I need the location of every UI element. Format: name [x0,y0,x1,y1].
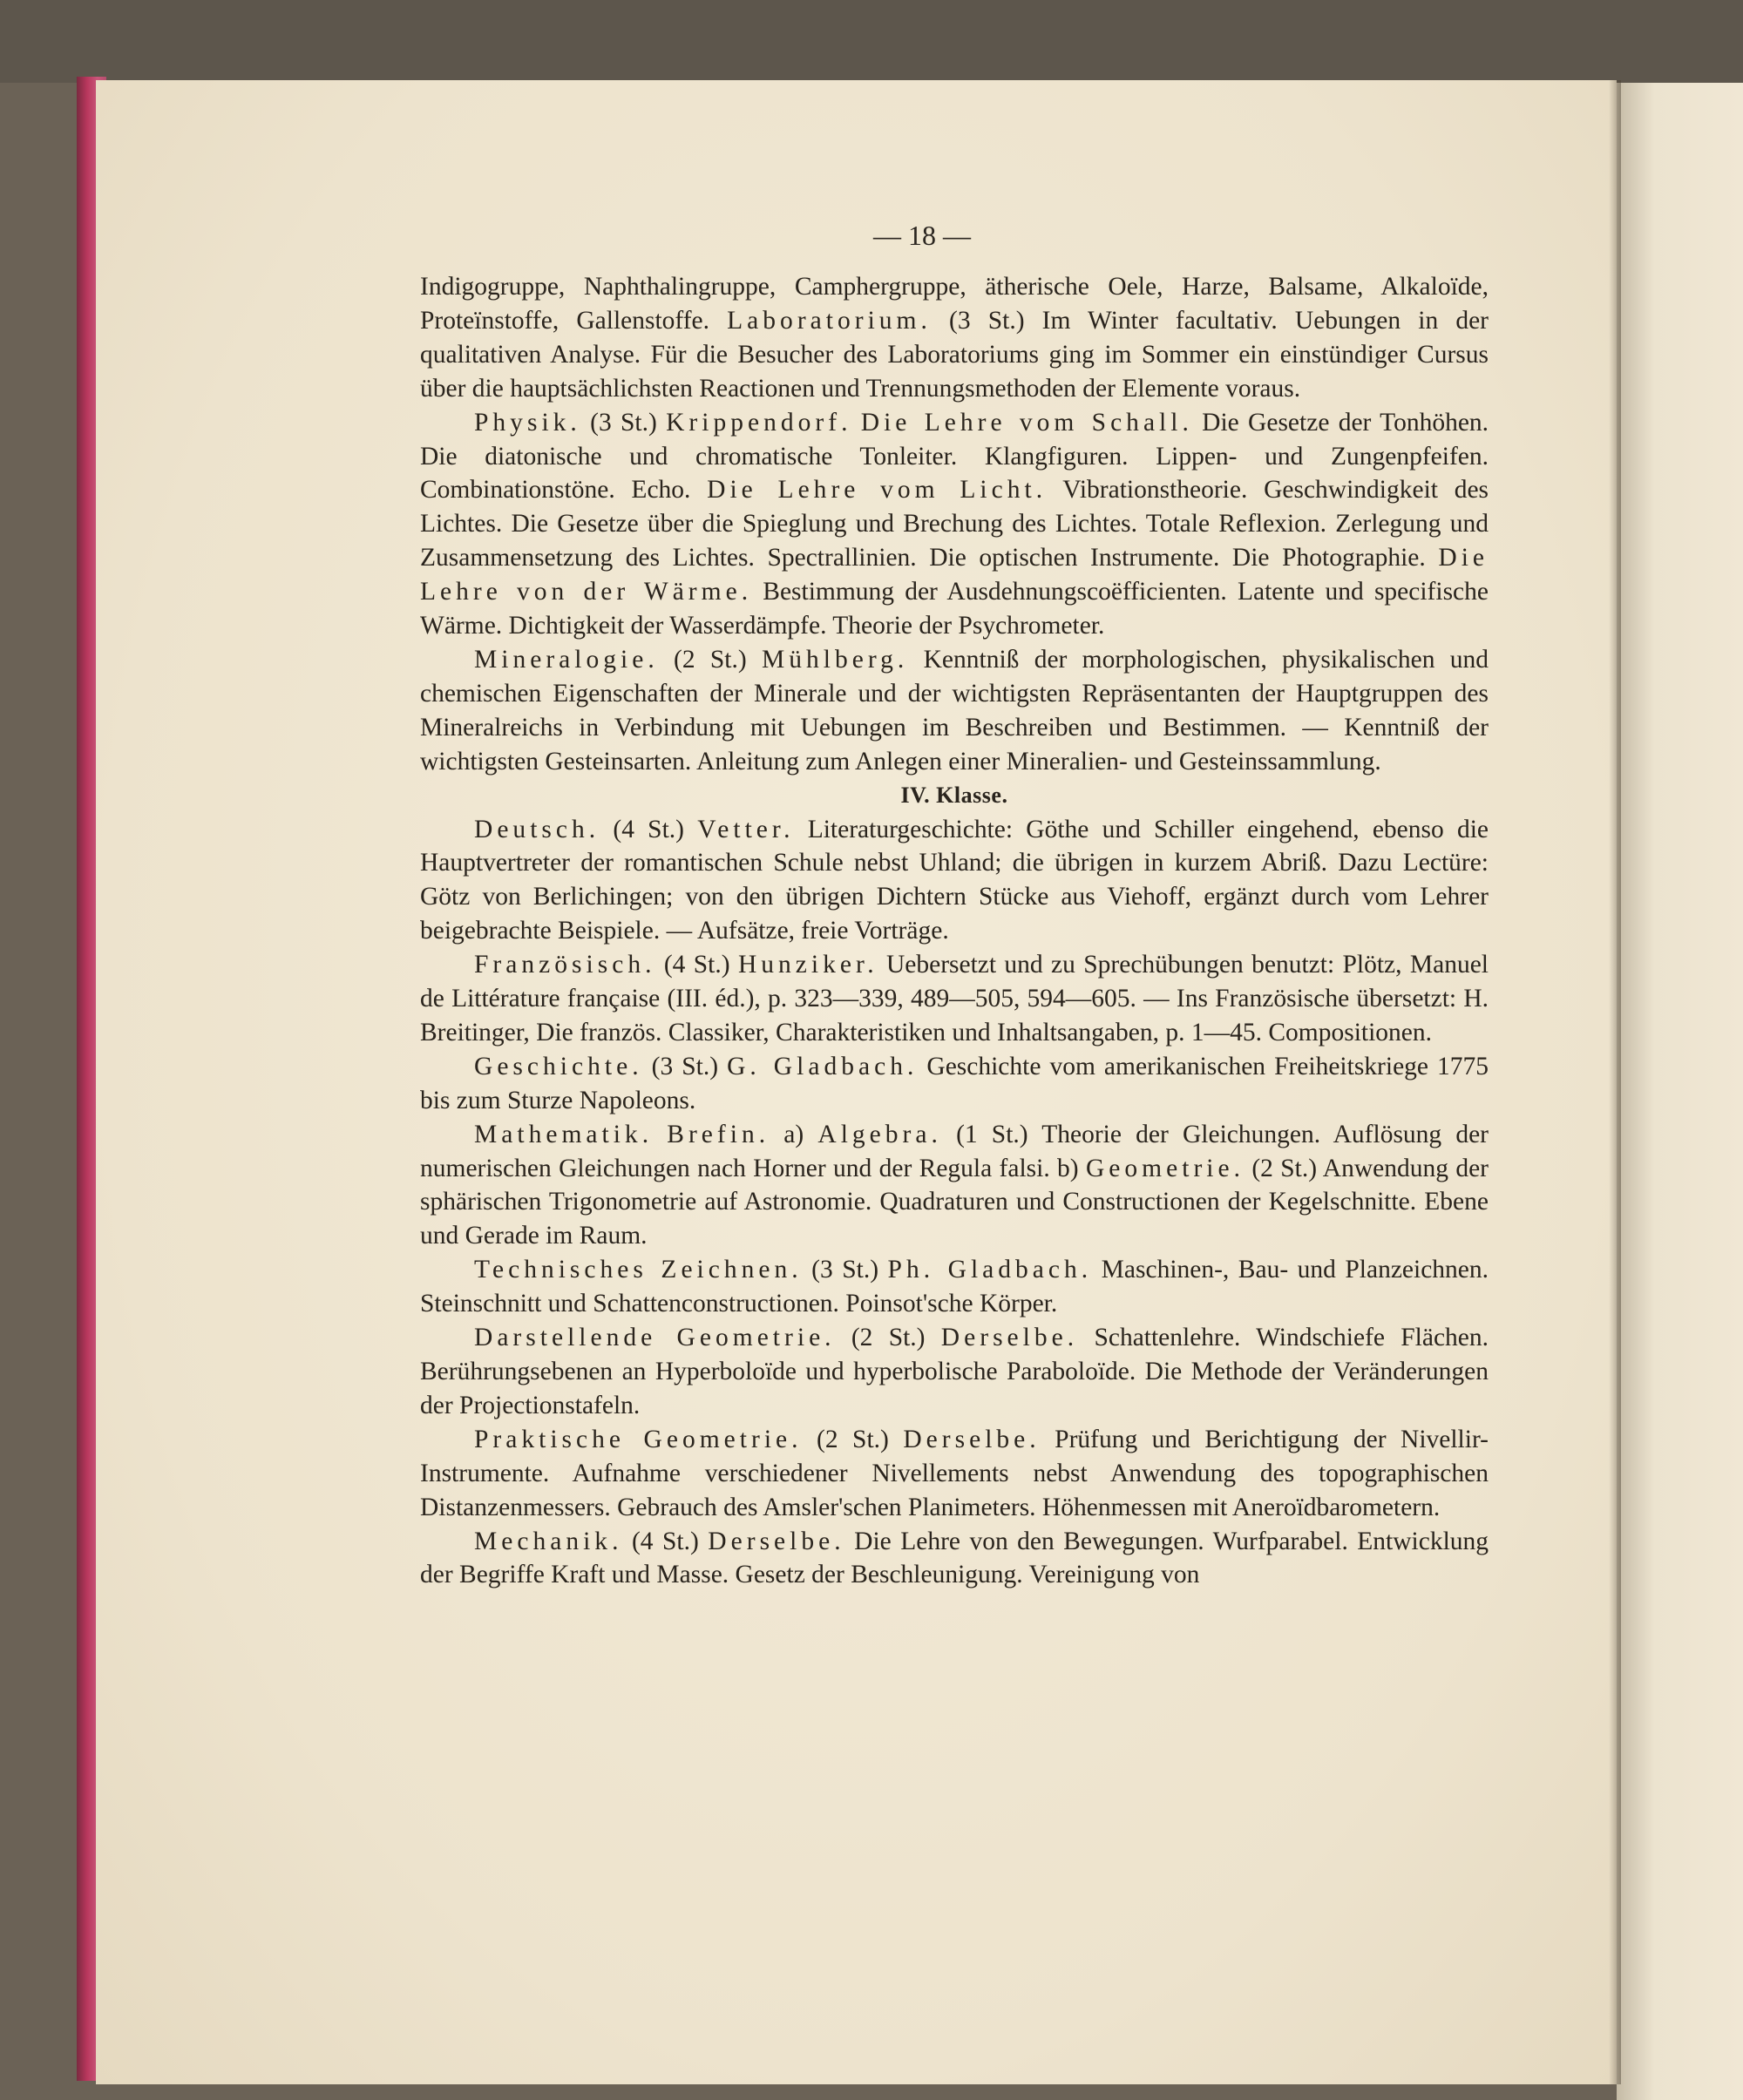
spaced-topic: Die Lehre vom Licht. [707,476,1048,505]
paragraph-physik [420,406,1489,643]
section-heading: IV. Klasse. [900,782,1008,808]
hours: (2 St.) [851,1324,926,1352]
paragraph-mechanik [420,1525,1489,1593]
paragraph-mathematik [420,1118,1489,1254]
teacher-name: Ph. Gladbach. [887,1256,1093,1284]
subject-title: Deutsch. [474,815,600,843]
hours: (2 St.) [817,1425,889,1453]
text-run: Geschichte vom amerikanischen Freiheitskriege 1775 bis zum Sturze Napoleons. [420,1052,1489,1114]
text-run: Die Lehre von den Bewegungen. Wurfparabel. Entwicklung der Begriffe Kraft und Masse. Gesetz der Beschleunigung. Vereinigung von [420,1527,1489,1589]
subject-title: Darstellende Geometrie. [474,1324,836,1352]
text-run: Uebersetzt und zu Sprechübungen benutzt: Plötz, Manuel de Littérature française (III. éd.), p. 323—339, 489—505, 594—605. — Ins Französische übersetzt: H. Breitinger, Die französ. Classiker, Charakteristiken und Inhaltsangaben, p. 1—45. Compositionen. [420,951,1489,1047]
paragraph-franzoesisch [420,948,1489,1050]
text-run: Kenntniß der morphologischen, physikalischen und chemischen Eigenschaften der Minerale und der wichtigsten Repräsentanten der Hauptgruppen des Mineralreichs in Verbindung mit Uebungen im Beschreiben und Bestimmen. — Kenntniß der wichtigsten Gesteinsarten. Anleitung zum Anlegen einer Mineralien- und Gesteinssammlung. [420,645,1489,776]
paragraph-praktische-geometrie [420,1423,1489,1525]
subject-title: Mineralogie. [474,645,659,674]
page-number: — 18 — [873,220,971,251]
hours: (4 St.) [631,1527,699,1555]
subject-title: Französisch. [474,951,656,979]
hours: (4 St.) [613,815,684,843]
hours: (4 St.) [663,951,730,979]
teacher-name: Mühlberg. [762,645,909,674]
text-run: Indigogruppe, Naphthalingruppe, Camphergruppe, ätherische Oele, Harze, Balsame, Alkaloïde, Proteïnstoffe, Gallenstoffe. [420,273,1489,335]
teacher-name: G. Gladbach. [727,1052,919,1080]
scan-background [0,0,1743,83]
hours: (3 St.) [811,1256,879,1284]
subject-title: Mathematik. [474,1120,654,1148]
teacher-name: Brefin. [667,1120,770,1148]
teacher-name: Krippendorf. [666,408,852,437]
hours: (3 St.) [651,1052,719,1080]
teacher-name: Derselbe. [708,1527,845,1555]
adjacent-page-edge [1617,83,1743,2100]
page-fold-shadow [1609,80,1621,2084]
subject-title: Physik. [474,408,581,437]
subject-title: Technisches Zeichnen. [474,1256,803,1284]
teacher-name: Derselbe. [940,1324,1079,1352]
hours: (2 St.) [674,645,747,674]
paragraph-mineralogie [420,643,1489,779]
paragraph-technisches-zeichnen [420,1253,1489,1321]
spaced-topic: Algebra. [817,1120,942,1148]
spaced-topic: Die Lehre vom Schall. [860,408,1193,437]
subject-title: Geschichte. [474,1052,643,1080]
subject-title: Mechanik. [474,1527,623,1555]
text-run: Prüfung und Berichtigung der Nivellir-Instrumente. Aufnahme verschiedener Nivellements nebst Anwendung des topographischen Distanzenmessers. Gebrauch des Amsler'schen Planimeters. Höhenmessen mit Aneroïdbarometern. [420,1425,1489,1521]
spaced-term-laboratorium: Laboratorium. [727,306,932,335]
paragraph-deutsch [420,813,1489,949]
text-run: Schattenlehre. Windschiefe Flächen. Berührungsebenen an Hyperboloïde und hyperbolische Paraboloïde. Die Methode der Veränderungen der Projectionstafeln. [420,1324,1489,1419]
teacher-name: Vetter. [697,815,795,843]
text-run: Vibrationstheorie. Geschwindigkeit des Lichtes. Die Gesetze über die Spieglung und Brechung des Lichtes. Totale Reflexion. Zerlegung und Zusammensetzung des Lichtes. Spectrallinien. Die optischen Instrumente. Die Photographie. [420,476,1489,572]
page-body [420,270,1489,1592]
text-run: Bestimmung der Ausdehnungscoëfficienten. Latente und specifische Wärme. Dichtigkeit der Wasserdämpfe. Theorie der Psychrometer. [420,578,1489,640]
text-run: (1 St.) Theorie der Gleichungen. Auflösung der numerischen Gleichungen nach Horner und der Regula falsi. b) [420,1120,1489,1182]
teacher-name: Derselbe. [903,1425,1041,1453]
spaced-topic: Geometrie. [1085,1154,1245,1182]
subject-title: Praktische Geometrie. [474,1425,803,1453]
paragraph-chemistry-continued [420,270,1489,406]
paragraph-geschichte [420,1050,1489,1118]
text-run: Die Gesetze der Tonhöhen. Die diatonische und chromatische Tonleiter. Klangfiguren. Lippen- und Zungenpfeifen. Combinationstöne. Echo. [420,408,1489,505]
hours: (3 St.) [590,408,657,437]
teacher-name: Hunziker. [737,951,878,979]
text-run: a) [783,1120,804,1148]
text-run: (2 St.) Anwendung der sphärischen Trigonometrie auf Astronomie. Quadraturen und Constructionen der Kegelschnitte. Ebene und Gerade im Raum. [420,1154,1489,1250]
spaced-topic: Die Lehre von der Wärme. [420,544,1489,606]
paragraph-darstellende-geometrie [420,1321,1489,1423]
text-run: (3 St.) Im Winter facultativ. Uebungen in der qualitativen Analyse. Für die Besucher des Laboratoriums ging im Sommer ein einstündiger Cursus über die hauptsächlichsten Reactionen und Trennungsmethoden der Elemente voraus. [420,306,1489,403]
text-run: Maschinen-, Bau- und Planzeichnen. Steinschnitt und Schattenconstructionen. Poinsot'sche Körper. [420,1256,1489,1318]
text-run: Literaturgeschichte: Göthe und Schiller eingehend, ebenso die Hauptvertreter der romantischen Schule nebst Uhland; die übrigen in kurzem Abriß. Dazu Lectüre: Götz von Berlichingen; von den übrigen Dichtern Stücke aus Viehoff, ergänzt durch vom Lehrer beigebrachte Beispiele. — Aufsätze, freie Vorträge. [420,815,1489,945]
